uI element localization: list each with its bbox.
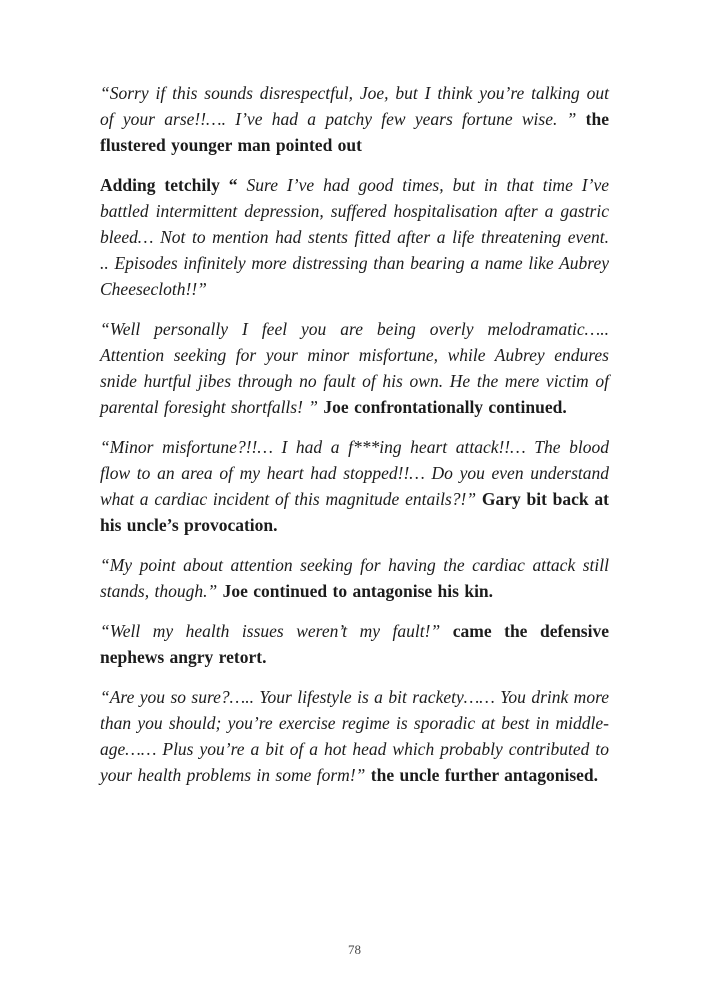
paragraph-5	[100, 552, 609, 604]
page-number: 78	[348, 942, 361, 957]
narration-text: came the defensive nephews angry retort.	[100, 621, 609, 667]
paragraph-6	[100, 618, 609, 670]
narration-text: Adding tetchily “	[100, 175, 247, 195]
dialogue-text: “Well personally I feel you are being overly melodramatic….. Attention seeking for your minor misfortune, while Aubrey endures snide hurtful jibes through no fault of his own. He the mere victim of parental foresight shortfalls! ”	[100, 319, 609, 417]
narration-text: the uncle further antagonised.	[370, 765, 599, 785]
page-text	[100, 80, 609, 788]
paragraph-7	[100, 684, 609, 788]
dialogue-text: “Sorry if this sounds disrespectful, Joe, but I think you’re talking out of your arse!!…. I’ve had a patchy few years fortune wise. ”	[100, 83, 609, 129]
narration-text: Gary bit back at his uncle’s provocation.	[100, 489, 609, 535]
dialogue-text: Sure I’ve had good times, but in that time I’ve battled intermittent depression, suffered hospitalisation after a gastric bleed… Not to mention had stents fitted after a life threatening event. .. Episodes infinitely more distressing than bearing a name like Aubrey Cheesecloth!!”	[100, 175, 609, 299]
paragraph-3	[100, 316, 609, 420]
dialogue-text: “Minor misfortune?!!… I had a f***ing heart attack!!… The blood flow to an area of my heart had stopped!!… Do you even understand what a cardiac incident of this magnitude entails?!”	[100, 437, 609, 509]
narration-text: Joe confrontationally continued.	[323, 397, 567, 417]
paragraph-1	[100, 80, 609, 158]
narration-text: Joe continued to antagonise his kin.	[222, 581, 494, 601]
dialogue-text: “Are you so sure?….. Your lifestyle is a bit rackety…… You drink more than you should; you’re exercise regime is sporadic at best in middle-age…… Plus you’re a bit of a hot head which probably contributed to your health problems in some form!”	[100, 687, 609, 785]
narration-text: the flustered younger man pointed out	[100, 109, 609, 155]
paragraph-2	[100, 172, 609, 302]
dialogue-text: “My point about attention seeking for having the cardiac attack still stands, though.”	[100, 555, 609, 601]
dialogue-text: “Well my health issues weren’t my fault!”	[100, 621, 453, 641]
paragraph-4	[100, 434, 609, 538]
